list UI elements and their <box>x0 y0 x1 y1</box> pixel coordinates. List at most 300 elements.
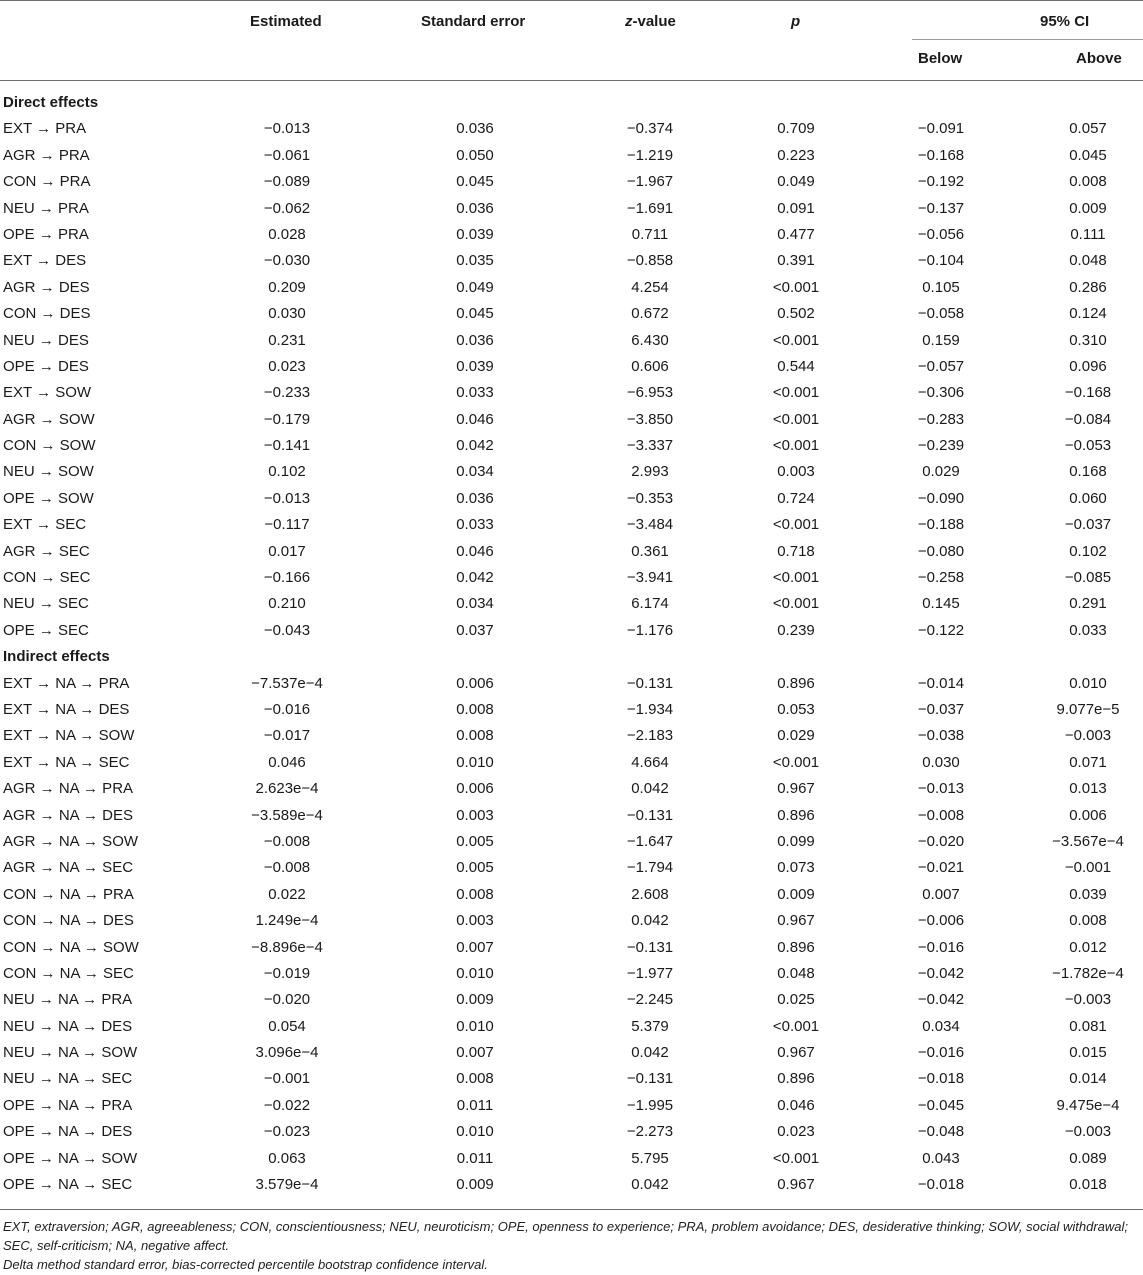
cell-p-value: 0.025 <box>777 991 815 1009</box>
table-row <box>0 222 1143 248</box>
cell-ci-above: 0.039 <box>1069 885 1107 903</box>
cell-path: AGR → NA → SEC <box>3 859 134 877</box>
table-row <box>0 1172 1143 1198</box>
cell-estimated: 3.579e−4 <box>255 1176 319 1194</box>
cell-z-value: −1.977 <box>626 964 674 982</box>
cell-path: AGR → NA → PRA <box>3 780 134 798</box>
cell-ci-above: 0.012 <box>1069 938 1107 956</box>
cell-ci-below: −0.192 <box>917 173 965 191</box>
table-row <box>0 1119 1143 1145</box>
cell-z-value: −2.245 <box>626 991 674 1009</box>
cell-standard-error: 0.033 <box>456 384 494 402</box>
cell-ci-above: 0.008 <box>1069 912 1107 930</box>
cell-ci-below: −0.283 <box>917 410 965 428</box>
cell-ci-above: 9.475e−4 <box>1056 1096 1120 1114</box>
cell-standard-error: 0.006 <box>456 780 494 798</box>
cell-z-value: 0.042 <box>631 912 669 930</box>
cell-standard-error: 0.039 <box>456 225 494 243</box>
cell-estimated: 1.249e−4 <box>255 912 319 930</box>
cell-p-value: 0.967 <box>777 1176 815 1194</box>
cell-estimated: 3.096e−4 <box>255 1044 319 1062</box>
cell-ci-below: −0.122 <box>917 621 965 639</box>
cell-ci-below: 0.029 <box>922 463 960 481</box>
cell-estimated: −0.117 <box>264 516 310 534</box>
cell-ci-above: 0.291 <box>1069 595 1107 613</box>
cell-standard-error: 0.010 <box>456 1123 494 1141</box>
table-row <box>0 776 1143 802</box>
cell-estimated: −0.061 <box>263 146 311 164</box>
cell-z-value: −1.794 <box>626 859 674 877</box>
table-row <box>0 565 1143 591</box>
header-z-italic: z <box>625 13 633 30</box>
cell-ci-below: −0.057 <box>917 357 965 375</box>
cell-ci-below: −0.016 <box>917 1044 965 1062</box>
cell-p-value: 0.718 <box>777 542 815 560</box>
cell-z-value: −1.934 <box>626 700 674 718</box>
cell-estimated: −0.013 <box>263 120 311 138</box>
cell-z-value: 0.711 <box>631 225 669 243</box>
table-row <box>0 935 1143 961</box>
cell-p-value: 0.046 <box>777 1096 815 1114</box>
cell-estimated: −0.013 <box>263 489 311 507</box>
cell-path: CON → NA → PRA <box>3 885 134 903</box>
cell-standard-error: 0.010 <box>456 964 494 982</box>
cell-ci-below: −0.239 <box>917 437 965 455</box>
cell-p-value: 0.709 <box>777 120 815 138</box>
cell-ci-below: −0.042 <box>917 991 965 1009</box>
cell-path: AGR → SOW <box>3 410 95 428</box>
cell-ci-above: −0.003 <box>1064 727 1112 745</box>
header-standard-error: Standard error <box>421 13 526 30</box>
cell-ci-above: −0.085 <box>1064 569 1112 587</box>
cell-p-value: 0.967 <box>777 780 815 798</box>
cell-ci-below: −0.021 <box>917 859 965 877</box>
cell-p-value: <0.001 <box>772 331 820 349</box>
cell-standard-error: 0.003 <box>456 806 494 824</box>
cell-path: AGR → DES <box>3 278 90 296</box>
cell-path: NEU → SEC <box>3 595 89 613</box>
cell-z-value: 0.042 <box>631 1044 669 1062</box>
cell-z-value: −1.995 <box>626 1096 674 1114</box>
cell-standard-error: 0.037 <box>456 621 494 639</box>
cell-z-value: 5.795 <box>631 1149 669 1167</box>
cell-standard-error: 0.008 <box>456 700 494 718</box>
cell-z-value: −6.953 <box>626 384 674 402</box>
cell-p-value: <0.001 <box>772 1149 820 1167</box>
cell-p-value: 0.003 <box>777 463 815 481</box>
table-row <box>0 196 1143 222</box>
cell-ci-below: −0.045 <box>917 1096 965 1114</box>
header-above: Above <box>1076 50 1122 67</box>
cell-ci-below: −0.306 <box>917 384 965 402</box>
cell-estimated: −0.030 <box>263 252 311 270</box>
cell-path: NEU → NA → SEC <box>3 1070 133 1088</box>
cell-ci-above: 0.006 <box>1069 806 1107 824</box>
cell-ci-above: −3.567e−4 <box>1052 832 1124 850</box>
cell-ci-below: −0.014 <box>917 674 965 692</box>
cell-ci-below: −0.037 <box>917 700 965 718</box>
cell-z-value: −1.219 <box>626 146 674 164</box>
cell-ci-above: 0.033 <box>1069 621 1107 639</box>
cell-standard-error: 0.011 <box>456 1149 494 1167</box>
cell-standard-error: 0.011 <box>456 1096 494 1114</box>
cell-ci-above: 0.045 <box>1069 146 1107 164</box>
cell-z-value: 0.042 <box>631 780 669 798</box>
cell-p-value: <0.001 <box>772 753 820 771</box>
table-row <box>0 301 1143 327</box>
cell-ci-above: 0.010 <box>1069 674 1107 692</box>
cell-ci-above: −0.003 <box>1064 991 1112 1009</box>
cell-path: CON → NA → DES <box>3 912 134 930</box>
cell-standard-error: 0.005 <box>456 832 494 850</box>
cell-z-value: −3.484 <box>626 516 674 534</box>
cell-estimated: −0.016 <box>263 700 311 718</box>
cell-p-value: 0.223 <box>777 146 815 164</box>
cell-ci-above: 0.124 <box>1069 305 1107 323</box>
cell-p-value: 0.099 <box>777 832 815 850</box>
cell-ci-above: 0.057 <box>1069 120 1107 138</box>
cell-ci-below: −0.080 <box>917 542 965 560</box>
table-row <box>0 882 1143 908</box>
cell-path: OPE → NA → SEC <box>3 1176 133 1194</box>
cell-path: OPE → DES <box>3 357 89 375</box>
section-title: Direct effects <box>3 94 99 111</box>
cell-z-value: 0.361 <box>631 542 669 560</box>
table-row <box>0 248 1143 274</box>
cell-estimated: 0.028 <box>268 225 306 243</box>
cell-path: EXT → SOW <box>3 384 92 402</box>
cell-p-value: <0.001 <box>772 410 820 428</box>
cell-p-value: 0.896 <box>777 938 815 956</box>
cell-estimated: −0.001 <box>263 1070 311 1088</box>
cell-ci-above: 0.008 <box>1069 173 1107 191</box>
table-row <box>0 1014 1143 1040</box>
cell-standard-error: 0.046 <box>456 410 494 428</box>
cell-z-value: −3.337 <box>626 437 674 455</box>
table-row <box>0 1146 1143 1172</box>
header-p: p <box>791 13 801 30</box>
cell-standard-error: 0.036 <box>456 331 494 349</box>
cell-standard-error: 0.010 <box>456 1017 494 1035</box>
cell-standard-error: 0.009 <box>456 991 494 1009</box>
cell-p-value: 0.967 <box>777 912 815 930</box>
cell-estimated: −0.022 <box>263 1096 311 1114</box>
cell-ci-below: 0.043 <box>922 1149 960 1167</box>
cell-estimated: 0.023 <box>268 357 306 375</box>
cell-p-value: 0.502 <box>777 305 815 323</box>
cell-path: CON → DES <box>3 305 91 323</box>
cell-path: OPE → NA → DES <box>3 1123 133 1141</box>
cell-p-value: 0.009 <box>777 885 815 903</box>
table-row <box>0 512 1143 538</box>
cell-p-value: <0.001 <box>772 437 820 455</box>
cell-ci-above: 0.102 <box>1069 542 1107 560</box>
table-row <box>0 407 1143 433</box>
cell-p-value: 0.391 <box>777 252 815 270</box>
cell-ci-below: 0.105 <box>922 278 960 296</box>
cell-standard-error: 0.049 <box>456 278 494 296</box>
cell-ci-above: −0.053 <box>1064 437 1112 455</box>
cell-path: OPE → NA → PRA <box>3 1096 133 1114</box>
cell-standard-error: 0.034 <box>456 595 494 613</box>
cell-ci-below: −0.042 <box>917 964 965 982</box>
cell-standard-error: 0.003 <box>456 912 494 930</box>
cell-z-value: 4.664 <box>631 753 669 771</box>
footnote-abbreviations: EXT, extraversion; AGR, agreeableness; CON, conscientiousness; NEU, neuroticism; OPE, openness to experience; PRA, problem avoidance; DES, desiderative thinking; SOW, social withdrawal; SEC, self-criticism; NA, negative affect. <box>3 1219 1129 1253</box>
cell-estimated: −0.023 <box>263 1123 311 1141</box>
cell-path: CON → SOW <box>3 437 96 455</box>
cell-standard-error: 0.045 <box>456 173 494 191</box>
cell-estimated: −8.896e−4 <box>251 938 323 956</box>
header-below: Below <box>918 50 963 67</box>
table-row <box>0 987 1143 1013</box>
table-row <box>0 829 1143 855</box>
cell-p-value: <0.001 <box>772 1017 820 1035</box>
cell-path: OPE → NA → SOW <box>3 1149 138 1167</box>
cell-z-value: 4.254 <box>631 278 669 296</box>
cell-path: AGR → NA → DES <box>3 806 134 824</box>
cell-estimated: 0.030 <box>268 305 306 323</box>
cell-ci-below: −0.048 <box>917 1123 965 1141</box>
cell-standard-error: 0.010 <box>456 753 494 771</box>
header-z-suffix: -value <box>632 13 676 30</box>
cell-ci-above: 0.018 <box>1069 1176 1107 1194</box>
cell-standard-error: 0.039 <box>456 357 494 375</box>
cell-standard-error: 0.042 <box>456 569 494 587</box>
cell-path: EXT → NA → SEC <box>3 753 130 771</box>
cell-estimated: 0.209 <box>268 278 306 296</box>
table-row <box>0 328 1143 354</box>
cell-path: CON → NA → SOW <box>3 938 139 956</box>
cell-ci-above: 0.168 <box>1069 463 1107 481</box>
cell-z-value: −3.941 <box>626 569 674 587</box>
cell-standard-error: 0.033 <box>456 516 494 534</box>
table-row <box>0 618 1143 644</box>
cell-ci-below: 0.030 <box>922 753 960 771</box>
cell-z-value: 0.042 <box>631 1176 669 1194</box>
cell-ci-below: −0.056 <box>917 225 965 243</box>
cell-p-value: <0.001 <box>772 569 820 587</box>
cell-z-value: −2.183 <box>626 727 674 745</box>
cell-standard-error: 0.009 <box>456 1176 494 1194</box>
table-row <box>0 855 1143 881</box>
cell-estimated: −7.537e−4 <box>251 674 323 692</box>
cell-standard-error: 0.046 <box>456 542 494 560</box>
cell-standard-error: 0.007 <box>456 938 494 956</box>
cell-p-value: 0.896 <box>777 674 815 692</box>
cell-ci-below: −0.258 <box>917 569 965 587</box>
cell-path: OPE → SEC <box>3 621 89 639</box>
cell-standard-error: 0.005 <box>456 859 494 877</box>
cell-z-value: 6.174 <box>631 595 669 613</box>
cell-path: EXT → SEC <box>3 516 87 534</box>
cell-standard-error: 0.036 <box>456 199 494 217</box>
cell-p-value: 0.029 <box>777 727 815 745</box>
cell-ci-above: 0.013 <box>1069 780 1107 798</box>
table-row <box>0 169 1143 195</box>
cell-ci-below: −0.008 <box>917 806 965 824</box>
table-row <box>0 671 1143 697</box>
cell-ci-above: 0.310 <box>1069 331 1107 349</box>
cell-ci-below: −0.188 <box>917 516 965 534</box>
table-row <box>0 723 1143 749</box>
table-top-rule <box>0 0 1143 1</box>
cell-p-value: 0.053 <box>777 700 815 718</box>
cell-ci-above: −0.084 <box>1064 410 1112 428</box>
cell-estimated: −0.166 <box>263 569 311 587</box>
cell-z-value: −2.273 <box>626 1123 674 1141</box>
cell-estimated: −0.017 <box>263 727 311 745</box>
cell-z-value: −0.131 <box>626 806 674 824</box>
cell-path: EXT → DES <box>3 252 87 270</box>
table-row <box>0 354 1143 380</box>
header-bottom-rule <box>0 80 1143 81</box>
header-z-value <box>625 13 676 31</box>
cell-ci-below: −0.013 <box>917 780 965 798</box>
cell-estimated: 0.022 <box>268 885 306 903</box>
cell-standard-error: 0.036 <box>456 120 494 138</box>
cell-z-value: 2.993 <box>631 463 669 481</box>
table-row <box>0 1093 1143 1119</box>
cell-p-value: 0.048 <box>777 964 815 982</box>
cell-z-value: −3.850 <box>626 410 674 428</box>
table-bottom-rule <box>0 1209 1143 1210</box>
cell-standard-error: 0.045 <box>456 305 494 323</box>
cell-estimated: −0.020 <box>263 991 311 1009</box>
table-row <box>0 433 1143 459</box>
cell-p-value: 0.544 <box>777 357 815 375</box>
cell-ci-below: 0.007 <box>922 885 960 903</box>
cell-path: NEU → DES <box>3 331 89 349</box>
cell-path: NEU → NA → PRA <box>3 991 133 1009</box>
cell-path: OPE → PRA <box>3 225 89 243</box>
cell-z-value: −1.176 <box>626 621 674 639</box>
section-header <box>0 644 1143 670</box>
cell-ci-below: 0.034 <box>922 1017 960 1035</box>
cell-ci-below: −0.018 <box>917 1070 965 1088</box>
cell-p-value: 0.477 <box>777 225 815 243</box>
table-row <box>0 908 1143 934</box>
cell-ci-above: 0.089 <box>1069 1149 1107 1167</box>
cell-estimated: 0.054 <box>268 1017 306 1035</box>
table-row <box>0 116 1143 142</box>
cell-p-value: 0.967 <box>777 1044 815 1062</box>
cell-estimated: −0.019 <box>263 964 311 982</box>
cell-path: CON → SEC <box>3 569 91 587</box>
cell-ci-below: −0.020 <box>917 832 965 850</box>
cell-p-value: <0.001 <box>772 516 820 534</box>
cell-estimated: −0.233 <box>263 384 311 402</box>
cell-estimated: −0.043 <box>263 621 311 639</box>
table-row <box>0 459 1143 485</box>
cell-z-value: −1.647 <box>626 832 674 850</box>
cell-ci-below: −0.168 <box>917 146 965 164</box>
table-row <box>0 380 1143 406</box>
cell-path: EXT → NA → PRA <box>3 674 130 692</box>
cell-estimated: −0.008 <box>263 859 311 877</box>
cell-p-value: <0.001 <box>772 595 820 613</box>
cell-z-value: 2.608 <box>631 885 669 903</box>
cell-ci-above: −1.782e−4 <box>1052 964 1124 982</box>
cell-ci-below: −0.137 <box>917 199 965 217</box>
cell-estimated: −3.589e−4 <box>251 806 323 824</box>
cell-standard-error: 0.008 <box>456 727 494 745</box>
cell-ci-below: −0.006 <box>917 912 965 930</box>
cell-ci-below: −0.104 <box>917 252 965 270</box>
cell-estimated: 0.231 <box>268 331 306 349</box>
cell-path: NEU → PRA <box>3 199 89 217</box>
cell-path: NEU → SOW <box>3 463 94 481</box>
cell-z-value: −1.691 <box>626 199 674 217</box>
cell-ci-above: 0.111 <box>1070 225 1106 243</box>
ci-header-rule <box>912 39 1143 40</box>
cell-p-value: 0.896 <box>777 806 815 824</box>
cell-path: AGR → NA → SOW <box>3 832 139 850</box>
cell-ci-below: 0.159 <box>922 331 960 349</box>
cell-ci-above: 0.048 <box>1069 252 1107 270</box>
cell-ci-above: 0.081 <box>1069 1017 1107 1035</box>
cell-path: NEU → NA → SOW <box>3 1044 138 1062</box>
cell-estimated: 2.623e−4 <box>255 780 319 798</box>
table-row <box>0 803 1143 829</box>
table-row <box>0 591 1143 617</box>
cell-p-value: 0.091 <box>777 199 815 217</box>
table-row <box>0 961 1143 987</box>
header-estimated: Estimated <box>250 13 322 30</box>
cell-z-value: −0.374 <box>626 120 674 138</box>
cell-z-value: 6.430 <box>631 331 669 349</box>
cell-ci-above: 0.096 <box>1069 357 1107 375</box>
cell-z-value: −0.353 <box>626 489 674 507</box>
cell-estimated: −0.062 <box>263 199 311 217</box>
cell-estimated: −0.141 <box>263 437 311 455</box>
header-95-ci: 95% CI <box>1040 13 1090 30</box>
cell-estimated: −0.008 <box>263 832 311 850</box>
table-body <box>0 90 1143 1198</box>
cell-standard-error: 0.008 <box>456 885 494 903</box>
cell-ci-below: −0.038 <box>917 727 965 745</box>
cell-p-value: 0.724 <box>777 489 815 507</box>
cell-path: EXT → NA → DES <box>3 700 130 718</box>
cell-estimated: 0.046 <box>268 753 306 771</box>
cell-z-value: 5.379 <box>631 1017 669 1035</box>
cell-standard-error: 0.007 <box>456 1044 494 1062</box>
cell-z-value: −0.858 <box>626 252 674 270</box>
section-title: Indirect effects <box>3 648 110 666</box>
cell-estimated: 0.210 <box>268 595 306 613</box>
table-row <box>0 275 1143 301</box>
cell-p-value: <0.001 <box>772 384 820 402</box>
table-row <box>0 539 1143 565</box>
table-row <box>0 750 1143 776</box>
cell-path: AGR → SEC <box>3 542 90 560</box>
cell-ci-above: −0.037 <box>1064 516 1112 534</box>
cell-path: NEU → NA → DES <box>3 1017 133 1035</box>
cell-standard-error: 0.034 <box>456 463 494 481</box>
cell-z-value: 0.606 <box>631 357 669 375</box>
cell-path: AGR → PRA <box>3 146 90 164</box>
cell-estimated: −0.089 <box>263 173 311 191</box>
cell-path: EXT → NA → SOW <box>3 727 135 745</box>
cell-z-value: 0.672 <box>631 305 669 323</box>
table-row <box>0 1040 1143 1066</box>
cell-path: CON → PRA <box>3 173 91 191</box>
cell-p-value: 0.896 <box>777 1070 815 1088</box>
cell-p-value: 0.073 <box>777 859 815 877</box>
cell-p-value: 0.023 <box>777 1123 815 1141</box>
cell-ci-below: 0.145 <box>922 595 960 613</box>
cell-ci-below: −0.058 <box>917 305 965 323</box>
